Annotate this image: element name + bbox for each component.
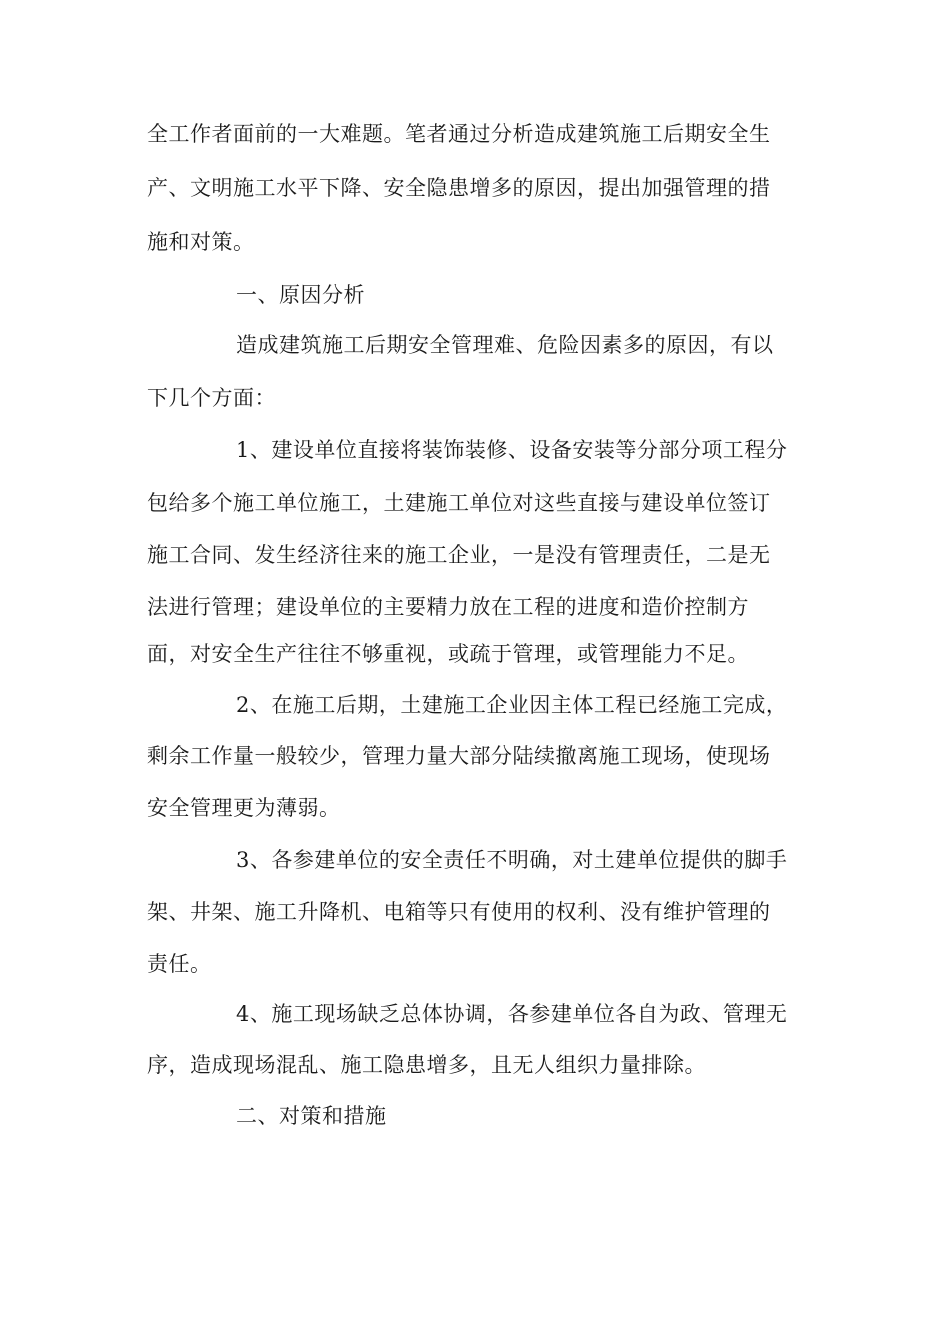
text-line: 架、井架、施工升降机、电箱等只有使用的权利、没有维护管理的 — [147, 900, 771, 924]
text-line: 3、各参建单位的安全责任不明确，对土建单位提供的脚手 — [236, 848, 788, 872]
text-line: 包给多个施工单位施工，土建施工单位对这些直接与建设单位签订 — [147, 491, 771, 515]
text-line: 全工作者面前的一大难题。笔者通过分析造成建筑施工后期安全生 — [147, 122, 771, 146]
text-line: 序，造成现场混乱、施工隐患增多，且无人组织力量排除。 — [147, 1053, 706, 1077]
text-line: 施和对策。 — [147, 230, 255, 254]
text-line: 面，对安全生产往往不够重视，或疏于管理，或管理能力不足。 — [147, 642, 749, 666]
text-line: 4、施工现场缺乏总体协调，各参建单位各自为政、管理无 — [236, 1002, 788, 1026]
text-line: 下几个方面： — [147, 386, 276, 410]
text-line: 造成建筑施工后期安全管理难、危险因素多的原因，有以 — [236, 333, 774, 357]
text-line: 产、文明施工水平下降、安全隐患增多的原因，提出加强管理的措 — [147, 176, 771, 200]
text-line: 安全管理更为薄弱。 — [147, 796, 341, 820]
text-line: 2、在施工后期，土建施工企业因主体工程已经施工完成， — [236, 693, 788, 717]
text-line: 法进行管理；建设单位的主要精力放在工程的进度和造价控制方 — [147, 595, 749, 619]
text-line: 剩余工作量一般较少，管理力量大部分陆续撤离施工现场，使现场 — [147, 744, 771, 768]
text-line: 1、建设单位直接将装饰装修、设备安装等分部分项工程分 — [236, 438, 788, 462]
text-line: 施工合同、发生经济往来的施工企业，一是没有管理责任，二是无 — [147, 543, 771, 567]
section-heading: 一、原因分析 — [236, 283, 365, 307]
section-heading: 二、对策和措施 — [236, 1104, 387, 1128]
text-line: 责任。 — [147, 952, 212, 976]
